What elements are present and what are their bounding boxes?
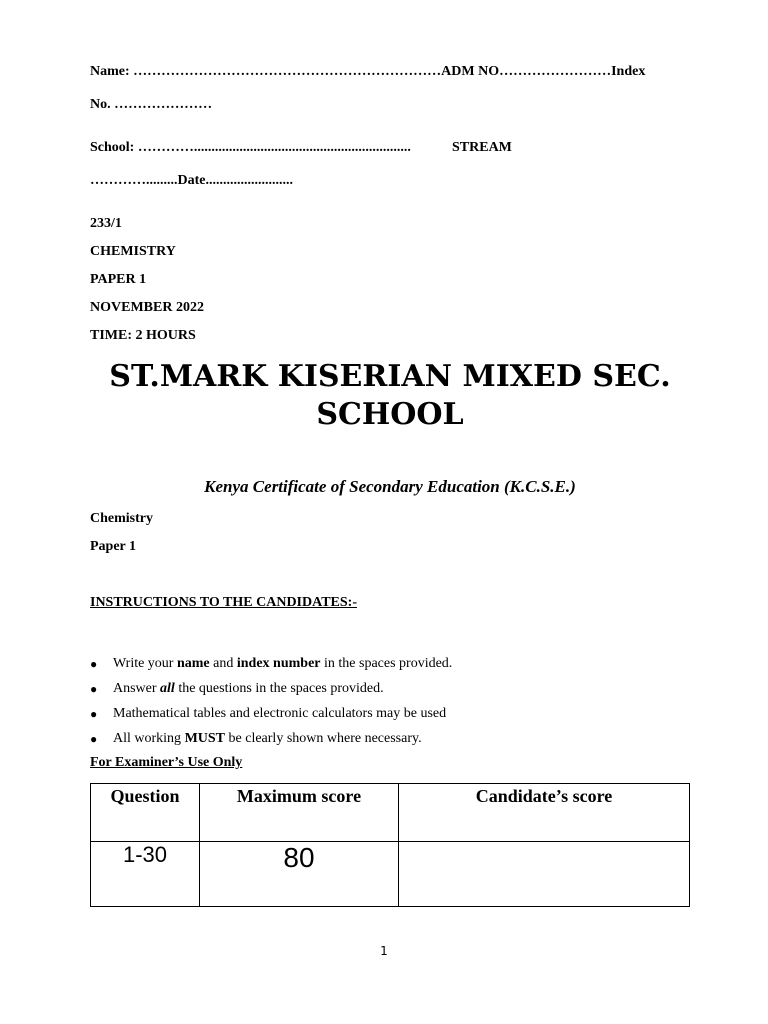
instruction-item: ● Answer all the questions in the spaces provided.: [113, 679, 452, 704]
exam-subtitle: Kenya Certificate of Secondary Education (K.C.S.E.): [204, 477, 576, 496]
column-header-question: Question: [91, 784, 200, 842]
cell-candidate-score[interactable]: [399, 842, 690, 907]
examiner-score-table: [90, 783, 690, 907]
school-title-line2: SCHOOL: [316, 397, 464, 432]
examiner-heading: For Examiner’s Use Only: [90, 755, 243, 770]
name-line: Name: …………………………………………………………ADM NO……………………Index: [90, 64, 646, 79]
page-number: 1: [380, 944, 388, 958]
school-title: [90, 358, 690, 434]
instruction-item: ● All working MUST be clearly shown where necessary.: [113, 729, 452, 754]
instruction-item: ● Write your name and index number in the spaces provided.: [113, 654, 452, 679]
paper-time: TIME: 2 HOURS: [90, 328, 196, 343]
school-title-line1: ST.MARK KISERIAN MIXED SEC.: [109, 359, 671, 394]
instructions-list: [90, 654, 452, 754]
table-row: [91, 842, 690, 907]
cell-maximum-score: 80: [200, 842, 399, 907]
paper-code: 233/1: [90, 216, 122, 231]
column-header-candidate: Candidate’s score: [399, 784, 690, 842]
date-line: ………….........Date.........................: [90, 173, 293, 188]
table-header-row: [91, 784, 690, 842]
column-header-maximum: Maximum score: [200, 784, 399, 842]
instructions-heading: INSTRUCTIONS TO THE CANDIDATES:-: [90, 595, 357, 610]
stream-label: STREAM: [452, 140, 512, 155]
bullet-icon: ●: [90, 707, 98, 721]
paper-number: PAPER 1: [90, 272, 147, 287]
paper-date: NOVEMBER 2022: [90, 300, 204, 315]
subject-paper: Paper 1: [90, 539, 137, 554]
paper-subject: CHEMISTRY: [90, 244, 176, 259]
instruction-item: ● Mathematical tables and electronic calculators may be used: [113, 704, 452, 729]
bullet-icon: ●: [90, 732, 98, 746]
bullet-icon: ●: [90, 657, 98, 671]
cell-question: 1-30: [91, 842, 200, 907]
index-line: No. …………………: [90, 97, 213, 112]
subject-name: Chemistry: [90, 511, 153, 526]
bullet-icon: ●: [90, 682, 98, 696]
school-line: School: …………..............................................................: [90, 140, 411, 155]
